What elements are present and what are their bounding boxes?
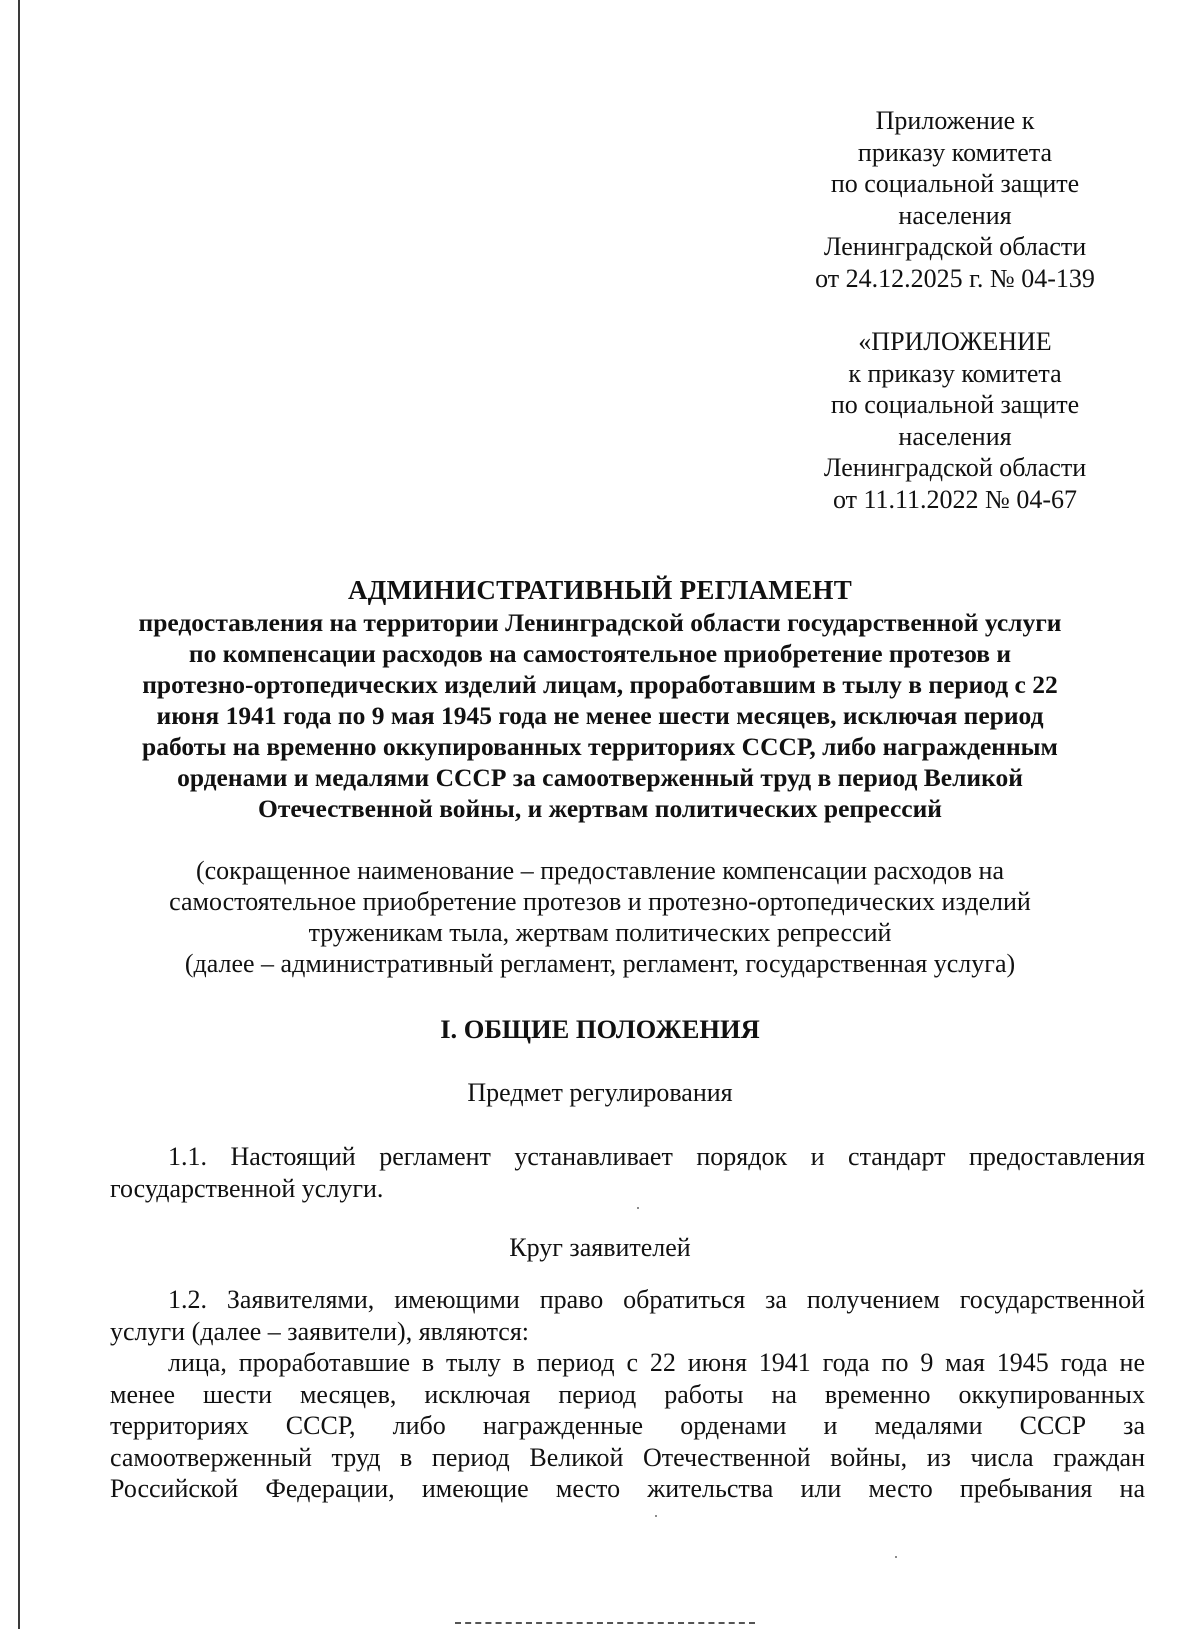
paragraph-line: менее шести месяцев, исключая период работы на временно оккупированных [110, 1379, 1145, 1409]
approval-block-original-order [790, 326, 1120, 515]
approval-line: Ленинградской области [823, 453, 1087, 482]
short-name-line: (сокращенное наименование – предоставление компенсации расходов на [195, 856, 1005, 885]
paragraph-line: 1.2. Заявителями, имеющими право обратиться за получением государственной [168, 1285, 1145, 1314]
document-subtitle [100, 607, 1100, 824]
approval-line: «ПРИЛОЖЕНИЕ [858, 327, 1052, 356]
approval-line: к приказу комитета [848, 358, 1062, 388]
paragraph-1-2 [110, 1284, 1145, 1505]
paragraph-line: территориях СССР, либо награжденные орденами и медалями СССР за [110, 1411, 1145, 1440]
approval-line: по социальной защите [830, 390, 1080, 419]
subtitle-line: Отечественной войны, и жертвам политических репрессий [258, 794, 942, 823]
section-heading: I. ОБЩИЕ ПОЛОЖЕНИЯ [440, 1014, 760, 1044]
approval-line: Ленинградской области [823, 232, 1087, 261]
paragraph-line: государственной услуги. [110, 1173, 384, 1203]
document-title: АДМИНИСТРАТИВНЫЙ РЕГЛАМЕНТ [347, 575, 853, 605]
approval-block-current-order [790, 105, 1120, 294]
scan-bottom-dashed-line [455, 1622, 755, 1626]
short-name-block [100, 855, 1100, 979]
subtitle-line: предоставления на территории Ленинградской области государственной услуги [138, 608, 1062, 637]
paragraph-line: самоотверженный труд в период Великой Отечественной войны, из числа граждан [110, 1442, 1145, 1472]
scan-speck [895, 1556, 897, 1558]
document-title-block [100, 573, 1100, 824]
scan-speck [655, 1515, 657, 1517]
subtitle-line: июня 1941 года по 9 мая 1945 года не менее шести месяцев, исключая период [156, 701, 1044, 730]
short-name-line: самостоятельное приобретение протезов и протезно-ортопедических изделий [169, 887, 1031, 916]
short-name-line: труженикам тыла, жертвам политических репрессий [308, 918, 892, 947]
subtitle-line: протезно-ортопедических изделий лицам, проработавшим в тылу в период с 22 [142, 670, 1058, 699]
scan-left-edge-line [18, 0, 20, 1629]
applicants-heading: Круг заявителей [509, 1233, 691, 1262]
subtitle-line: орденами и медалями СССР за самоотверженный труд в период Великой [177, 763, 1023, 792]
paragraph-line: Российской Федерации, имеющие место жительства или место пребывания на [110, 1474, 1145, 1503]
paragraph-line: 1.1. Настоящий регламент устанавливает порядок и стандарт предоставления [168, 1142, 1145, 1171]
scan-speck [637, 1207, 639, 1209]
subtitle-line: работы на временно оккупированных территориях СССР, либо награжденным [142, 732, 1058, 761]
paragraph-line: услуги (далее – заявители), являются: [110, 1316, 530, 1346]
paragraph-1-1 [110, 1141, 1145, 1204]
paragraph-line: лица, проработавшие в тылу в период с 22 июня 1941 года по 9 мая 1945 года не [168, 1348, 1145, 1377]
approval-line: от 24.12.2025 г. № 04-139 [815, 263, 1095, 293]
subject-heading: Предмет регулирования [467, 1078, 733, 1107]
short-name-line: (далее – административный регламент, регламент, государственная услуга) [184, 949, 1016, 978]
approval-line: от 11.11.2022 № 04-67 [832, 484, 1078, 514]
approval-line: приказу комитета [857, 137, 1053, 167]
approval-line: Приложение к [875, 106, 1035, 135]
approval-line: населения [898, 421, 1012, 451]
approval-line: населения [898, 200, 1012, 230]
approval-line: по социальной защите [830, 169, 1080, 198]
subtitle-line: по компенсации расходов на самостоятельное приобретение протезов и [188, 639, 1012, 668]
